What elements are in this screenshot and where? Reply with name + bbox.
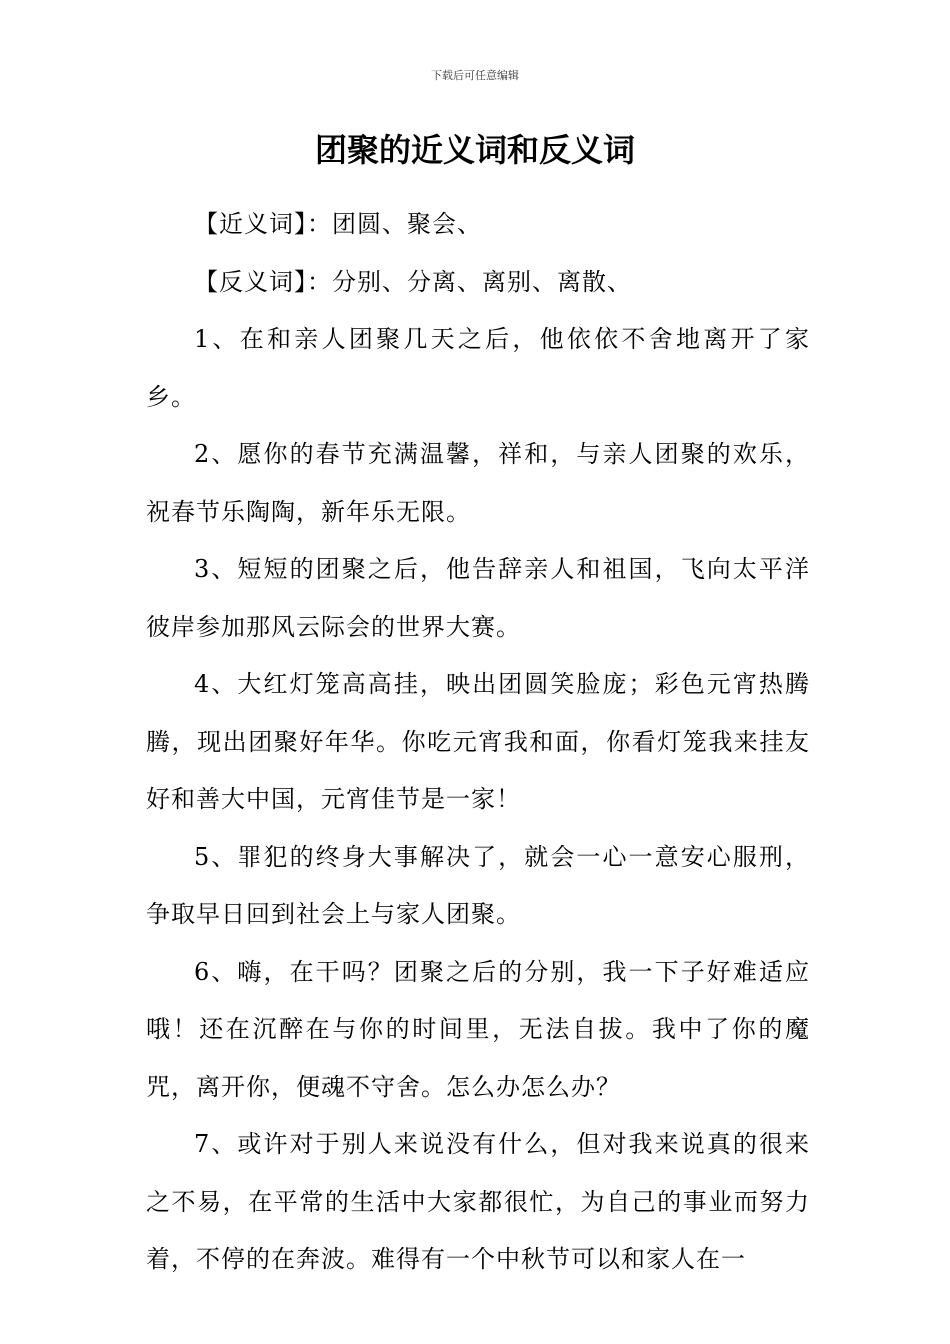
paragraph-4: 4、大红灯笼高高挂，映出团圆笑脸庞；彩色元宵热腾腾，现出团聚好年华。你吃元宵我和面，你看灯笼我来挂友好和善大中国，元宵佳节是一家！ bbox=[146, 670, 810, 813]
paragraph-5: 5、罪犯的终身大事解决了，就会一心一意安心服刑，争取早日回到社会上与家人团聚。 bbox=[146, 842, 810, 928]
paragraph-3: 3、短短的团聚之后，他告辞亲人和祖国，飞向太平洋彼岸参加那风云际会的世界大赛。 bbox=[146, 555, 810, 641]
antonyms-line: 【反义词】：分别、分离、离别、离散、 bbox=[194, 267, 632, 296]
header-note: 下载后可任意编辑 bbox=[431, 69, 519, 82]
page-title: 团聚的近义词和反义词 bbox=[314, 131, 635, 169]
synonyms-line: 【近义词】：团圆、聚会、 bbox=[194, 210, 482, 238]
paragraph-7: 7、或许对于别人来说没有什么，但对我来说真的很来之不易，在平常的生活中大家都很忙，为自己的事业而努力着，不停的在奔波。难得有一个中秋节可以和家人在一 bbox=[146, 1130, 810, 1273]
document-body bbox=[146, 196, 810, 1289]
paragraph-2: 2、愿你的春节充满温馨，祥和，与亲人团聚的欢乐，祝春节乐陶陶，新年乐无限。 bbox=[146, 440, 810, 526]
paragraph-1: 1、在和亲人团聚几天之后，他依依不舍地离开了家乡。 bbox=[146, 325, 810, 411]
paragraph-6: 6、嗨，在干吗？团聚之后的分别，我一下子好难适应哦！还在沉醉在与你的时间里，无法自拔。我中了你的魔咒，离开你，便魂不守舍。怎么办怎么办？ bbox=[146, 957, 810, 1101]
